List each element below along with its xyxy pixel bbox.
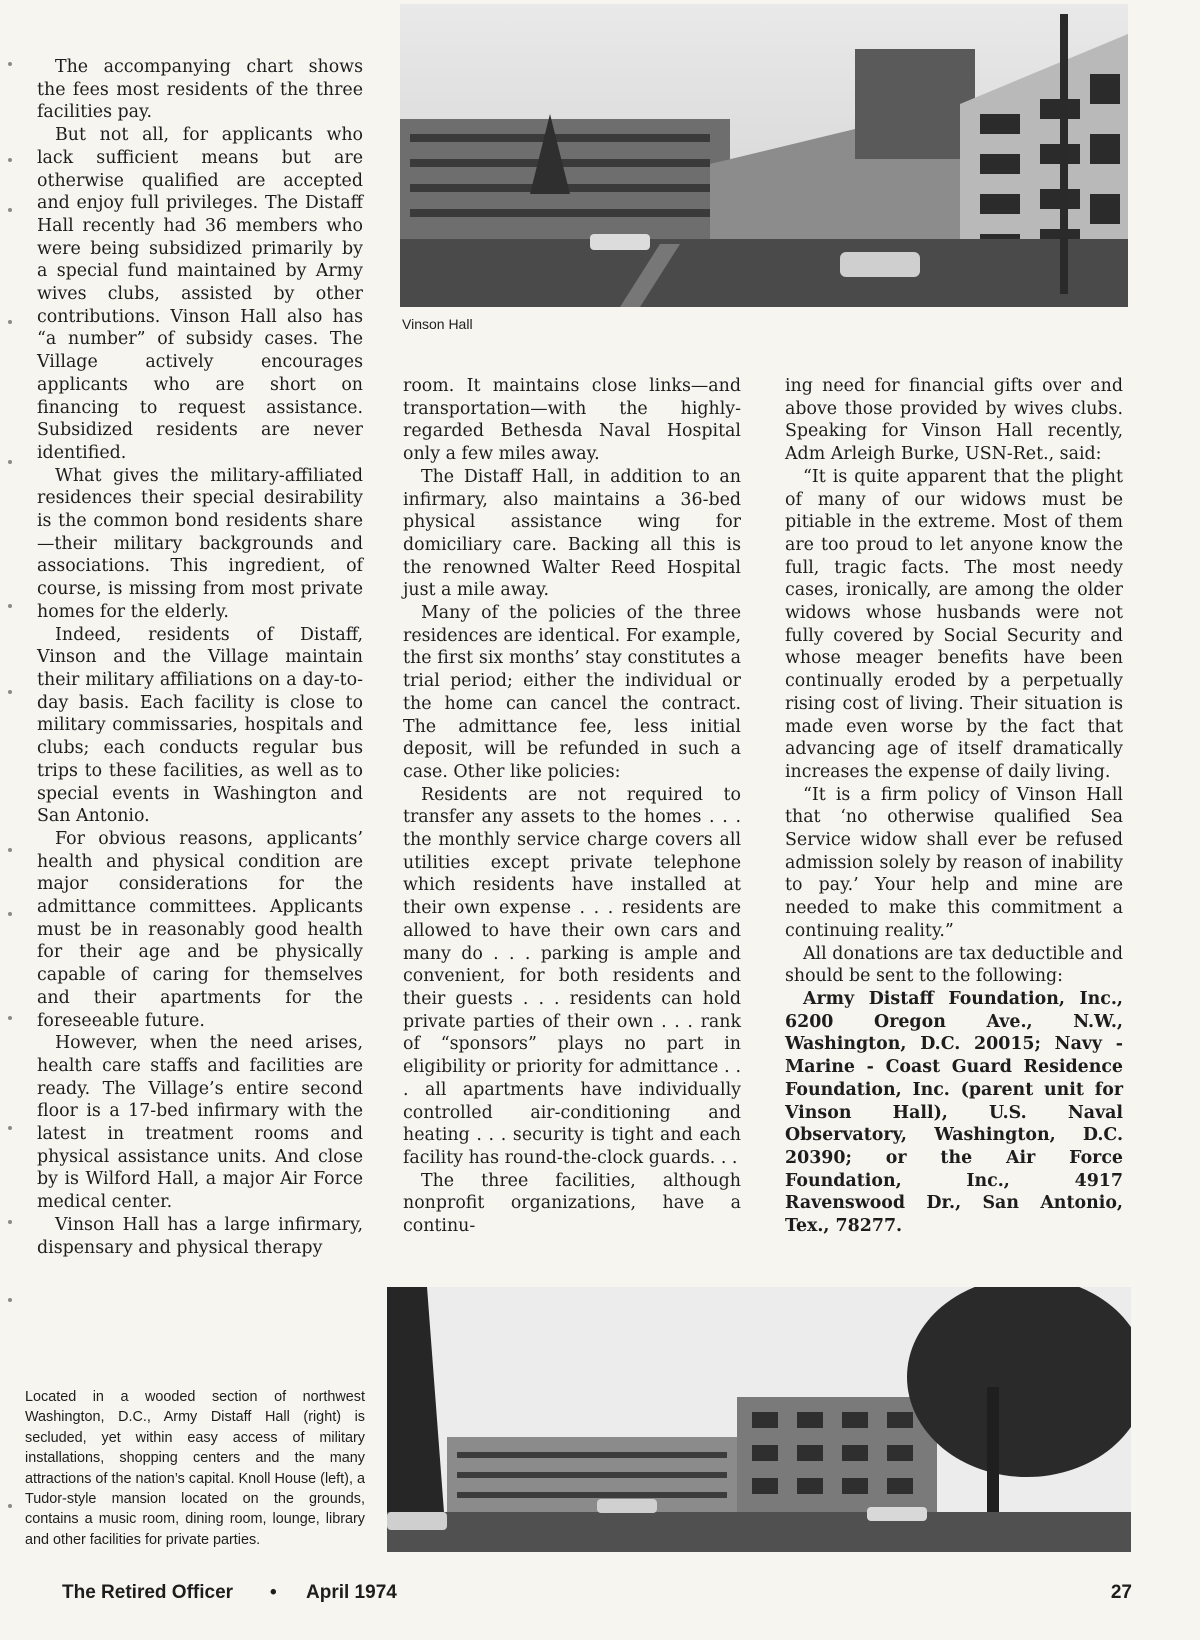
footer-bullet: •: [270, 1582, 277, 1603]
paragraph: ing need for financial gifts over and above those provided by wives clubs. Speaking for Vinson Hall recently, Adm Arleigh Burke, USN-Ret., said:: [785, 376, 1123, 465]
army-distaff-hall-photo: [387, 1287, 1131, 1552]
article-column-middle: [403, 375, 741, 1238]
magazine-title: The Retired Officer: [62, 1582, 234, 1603]
paragraph: Many of the policies of the three residences are identical. For example, the first six months’ stay constitutes a trial period; either the individual or the home can cancel the contract. The admittance fee, less initial deposit, will be refunded in such a case. Other like policies:: [403, 603, 741, 782]
paragraph: Vinson Hall has a large infirmary, dispensary and physical therapy: [37, 1214, 363, 1258]
paragraph: But not all, for applicants who lack sufficient means but are otherwise qualified are accepted and enjoy full privileges. The Distaff Hall recently had 36 members who were being subsidized primarily by a special fund maintained by Army wives clubs, assisted by other contributions. Vinson Hall also has “a number” of subsidy cases. The Village actively encourages applicants who are short on financing to request assistance. Subsidized residents are never identified.: [37, 125, 363, 463]
photo-caption-bottom: Located in a wooded section of northwest Washington, D.C., Army Distaff Hall (right) is secluded, yet within easy access of military installations, shopping centers and the many attractions of the nation’s capital. Knoll House (left), a Tudor-style mansion located on the grounds, contains a music room, dining room, lounge, library and other facilities for private parties.: [25, 1389, 365, 1548]
article-column-left: [37, 56, 363, 1259]
paragraph: room. It maintains close links—and transportation—with the highly-regarded Bethesda Naval Hospital only a few miles away.: [403, 376, 741, 465]
paragraph: “It is a firm policy of Vinson Hall that ‘no otherwise qualified Sea Service widow shall ever be refused admission solely by reason of inability to pay.’ Your help and mine are needed to make this commitment a continuing reality.”: [785, 784, 1123, 941]
vinson-hall-photo: [400, 4, 1128, 307]
page-number: 27: [1110, 1582, 1132, 1603]
paragraph: “It is quite apparent that the plight of many of our widows must be pitiable in the extreme. Most of them are too proud to let anyone know the full, tragic facts. The most needy cases, ironically, are among the older widows whose husbands were not fully covered by Social Security and whose meager benefits have been continually eroded by a perpetually rising cost of living. Their situation is made even worse by the fact that advancing age of itself dramatically increases the expense of daily living.: [785, 466, 1123, 782]
donations-addresses: Army Distaff Foundation, Inc., 6200 Oregon Ave., N.W., Washington, D.C. 20015; Navy - Marine - Coast Guard Residence Foundation, Inc. (parent unit for Vinson Hall), U.S. Naval Observatory, Washington, D.C. 20390; or the Air Force Foundation, Inc., 4917 Ravenswood Dr., San Antonio, Tex., 78277.: [785, 988, 1123, 1237]
paragraph: Indeed, residents of Distaff, Vinson and the Village maintain their military affiliations on a day-to-day basis. Each facility is close to military commissaries, hospitals and clubs; each conducts regular bus trips to these facilities, as well as to special events in Washington and San Antonio.: [37, 624, 363, 827]
donations-intro: All donations are tax deductible and should be sent to the following:: [785, 943, 1123, 987]
photo-caption-top: Vinson Hall: [402, 316, 473, 332]
paragraph: What gives the military-affiliated residences their special desirability is the common bond residents share —their military backgrounds and associations. This ingredient, of course, is missing from most private homes for the elderly.: [37, 465, 363, 622]
article-column-right: [785, 375, 1123, 1238]
issue-date: April 1974: [306, 1582, 397, 1603]
paragraph: Residents are not required to transfer any assets to the homes . . . the monthly service charge covers all utilities except private telephone which residents have installed at their own expense . . . residents are allowed to have their own cars and many do . . . parking is ample and convenient, for both residents and their guests . . . residents can hold private parties of their own . . . rank of “sponsors” plays no part in eligibility or priority for admittance . . . all apartments have individually controlled air-conditioning and heating . . . security is tight and each facility has round-the-clock guards. . .: [403, 784, 741, 1168]
paragraph: The three facilities, although nonprofit organizations, have a continu-: [403, 1170, 741, 1237]
paragraph: However, when the need arises, health care staffs and facilities are ready. The Village’s entire second floor is a 17-bed infirmary with the latest in treatment rooms and physical assistance units. And close by is Wilford Hall, a major Air Force medical center.: [37, 1033, 363, 1213]
paragraph: For obvious reasons, applicants’ health and physical condition are major considerations for the admittance committees. Applicants must be in reasonably good health for their age and be physically capable of caring for themselves and their apartments for the foreseeable future.: [37, 828, 363, 1031]
paragraph: The Distaff Hall, in addition to an infirmary, also maintains a 36-bed physical assistance wing for domiciliary care. Backing all this is the renowned Walter Reed Hospital just a mile away.: [403, 466, 741, 601]
paragraph: The accompanying chart shows the fees most residents of the three facilities pay.: [37, 57, 363, 123]
